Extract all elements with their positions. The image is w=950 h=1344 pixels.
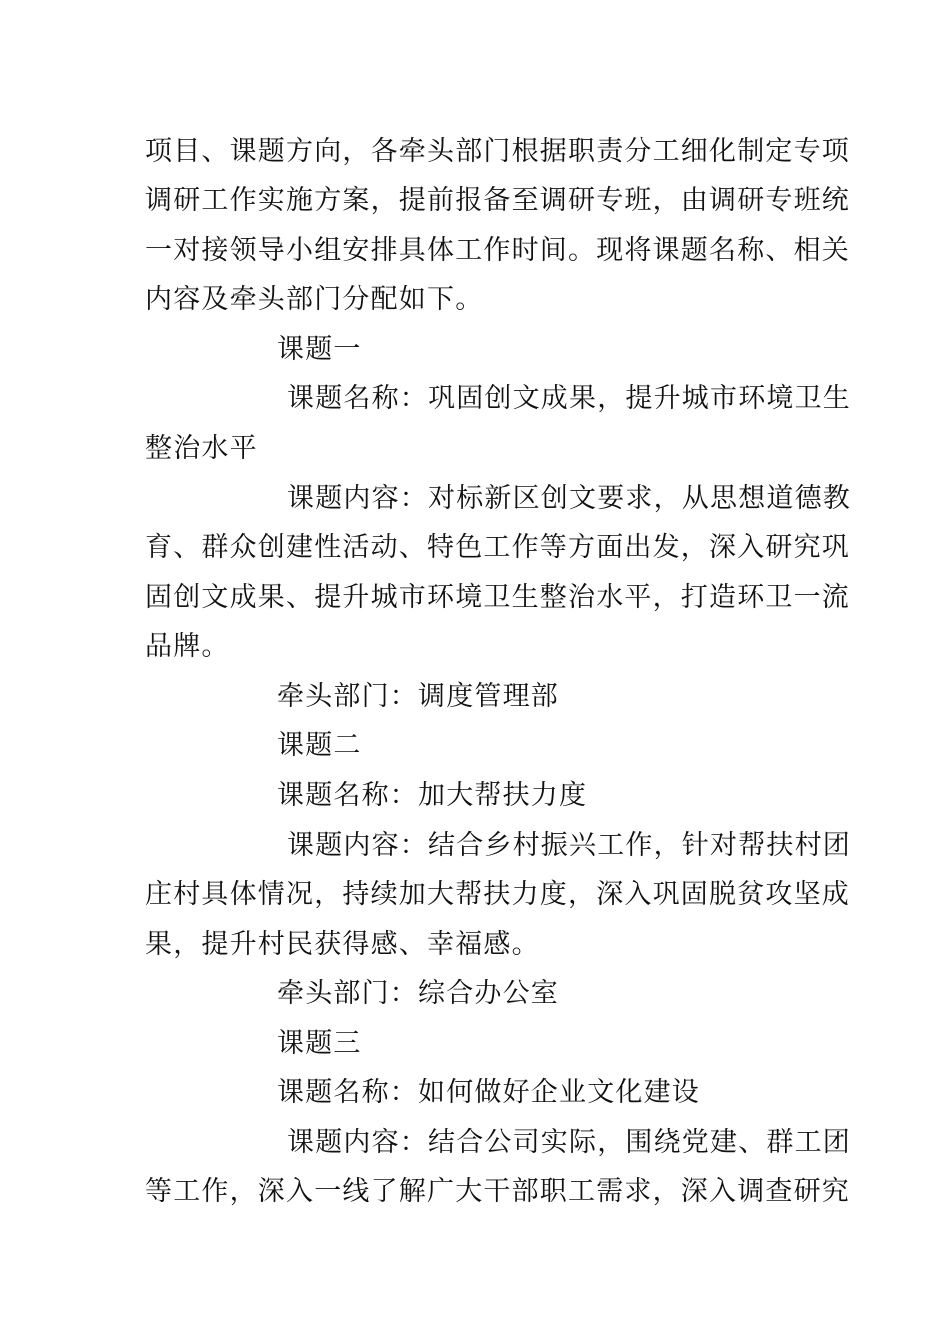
topic-one-name: 课题名称：巩固创文成果，提升城市环境卫生 <box>287 383 851 414</box>
topic-two-name: 课题名称：加大帮扶力度 <box>277 780 588 811</box>
paragraph-line: 内容及牵头部门分配如下。 <box>145 284 484 315</box>
paragraph-line: 固创文成果、提升城市环境卫生整治水平，打造环卫一流 <box>145 582 850 613</box>
paragraph-line: 庄村具体情况，持续加大帮扶力度，深入巩固脱贫攻坚成 <box>145 879 850 910</box>
paragraph-line: 一对接领导小组安排具体工作时间。现将课题名称、相关 <box>145 235 850 266</box>
paragraph-line: 果，提升村民获得感、幸福感。 <box>145 929 540 960</box>
topic-one-heading: 课题一 <box>277 334 362 365</box>
paragraph-line: 等工作，深入一线了解广大干部职工需求，深入调查研究 <box>145 1176 850 1207</box>
topic-three-name: 课题名称：如何做好企业文化建设 <box>277 1077 700 1108</box>
topic-three-content: 课题内容：结合公司实际，围绕党建、群工团 <box>287 1127 851 1158</box>
topic-three-heading: 课题三 <box>277 1028 362 1059</box>
paragraph-line: 调研工作实施方案，提前报备至调研专班，由调研专班统 <box>145 185 850 216</box>
paragraph-line: 项目、课题方向，各牵头部门根据职责分工细化制定专项 <box>145 136 850 167</box>
topic-two-heading: 课题二 <box>277 730 362 761</box>
topic-one-content: 课题内容：对标新区创文要求，从思想道德教 <box>287 483 851 514</box>
topic-one-lead-dept: 牵头部门：调度管理部 <box>277 681 559 712</box>
topic-two-content: 课题内容：结合乡村振兴工作，针对帮扶村团 <box>287 830 851 861</box>
paragraph-line: 品牌。 <box>145 631 230 662</box>
paragraph-line: 育、群众创建性活动、特色工作等方面出发，深入研究巩 <box>145 532 850 563</box>
paragraph-line: 整治水平 <box>145 433 258 464</box>
topic-two-lead-dept: 牵头部门：综合办公室 <box>277 978 559 1009</box>
